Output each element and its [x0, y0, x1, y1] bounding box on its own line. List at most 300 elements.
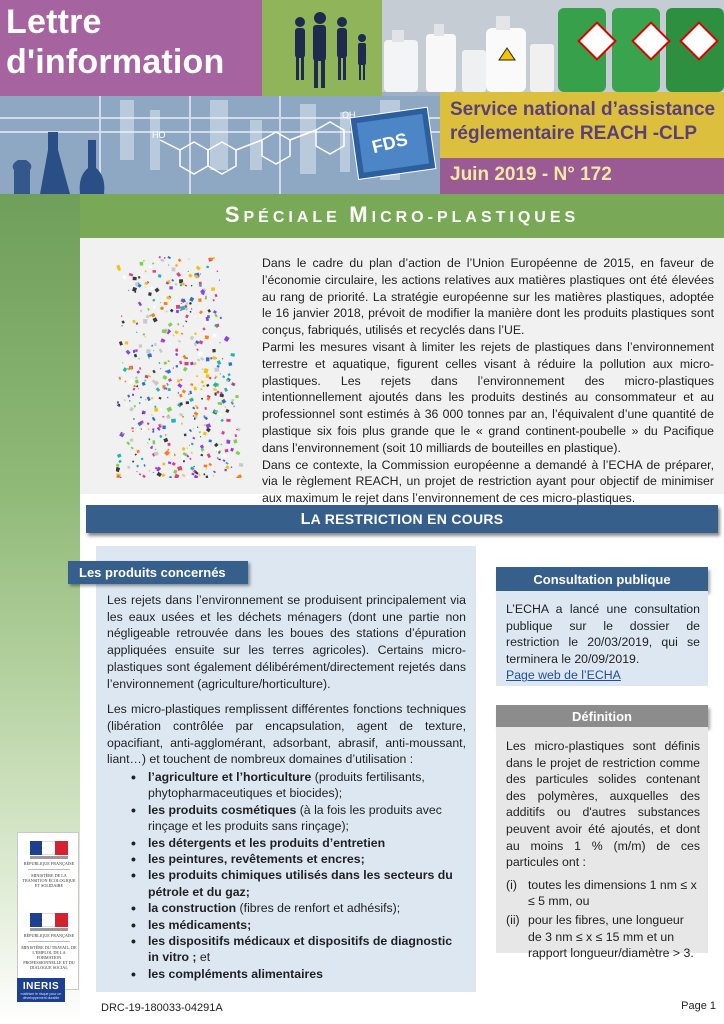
list-item — [131, 900, 466, 916]
glitter-particle — [176, 305, 180, 309]
glitter-particle — [192, 407, 195, 410]
consultation-text: L’ECHA a lancé une consultation publique sur le dossier de restriction le 20/03/2019, qui se terminera le 20/09/2019. — [506, 602, 700, 666]
glitter-particle — [200, 448, 204, 452]
definition-item — [506, 877, 700, 910]
glitter-particle — [204, 465, 208, 468]
glitter-particle — [200, 445, 204, 449]
glitter-particle — [234, 434, 237, 437]
glitter-particle — [152, 431, 154, 433]
page-number: Page 1 — [681, 1000, 716, 1012]
glitter-particle — [190, 336, 194, 340]
glitter-particle — [196, 348, 199, 351]
glitter-particle — [196, 266, 201, 271]
consultation-heading-bar — [496, 567, 708, 591]
glitter-particle — [163, 438, 168, 443]
glitter-particle — [162, 375, 167, 380]
glitter-particle — [135, 349, 138, 352]
glitter-particle — [200, 388, 202, 390]
glitter-particle — [191, 285, 193, 287]
glitter-particle — [219, 342, 221, 344]
glitter-particle — [213, 382, 218, 387]
glitter-particle — [181, 423, 182, 425]
glitter-particle — [194, 475, 198, 478]
list-item — [131, 867, 466, 900]
glitter-particle — [201, 398, 203, 400]
newsletter-title-line2: d'information — [6, 43, 225, 81]
glitter-particle — [191, 452, 193, 454]
glitter-particle — [154, 406, 156, 408]
glitter-particle — [154, 343, 156, 346]
glitter-particle — [220, 317, 222, 319]
list-item-bold: les produits cosmétiques — [148, 802, 297, 817]
glitter-particle — [181, 456, 185, 460]
glitter-particle — [210, 357, 212, 359]
glitter-particle — [226, 419, 230, 422]
glitter-particle — [169, 286, 173, 289]
glitter-particle — [153, 317, 158, 322]
sds-label: FDS — [369, 128, 410, 158]
molecule-label-oh: OH — [342, 110, 356, 120]
list-item-rest: (à la fois les produits avec rinçage et les produits sans rinçage); — [148, 802, 442, 834]
glitter-particle — [220, 373, 222, 374]
glitter-particle — [193, 428, 194, 429]
glitter-particle — [141, 458, 144, 461]
glitter-particle — [184, 362, 188, 365]
glitter-particle — [173, 368, 174, 369]
glitter-particle — [200, 436, 201, 438]
glitter-particle — [153, 306, 156, 309]
glitter-particle — [207, 309, 211, 313]
glitter-particle — [152, 370, 155, 374]
glitter-particle — [231, 399, 234, 401]
list-item-bold: les compléments alimentaires — [148, 966, 323, 981]
glitter-particle — [149, 266, 153, 269]
glitter-particle — [220, 419, 224, 423]
issue-box — [440, 158, 724, 194]
glitter-particle — [228, 445, 230, 447]
glitter-particle — [224, 469, 226, 471]
glitter-particle — [217, 360, 222, 365]
glitter-particle — [182, 389, 186, 393]
glitter-particle — [212, 299, 214, 302]
glitter-particle — [225, 462, 228, 465]
products-heading: Les produits concernés — [79, 565, 226, 580]
glitter-particle — [149, 315, 151, 317]
glitter-particle — [204, 321, 207, 325]
ministry-logos — [17, 832, 79, 990]
consultation-box — [496, 591, 708, 686]
glitter-particle — [116, 463, 120, 467]
glitter-particle — [124, 399, 126, 401]
glitter-particle — [187, 476, 190, 478]
restriction-heading-rest: A RESTRICTION EN COURS — [310, 511, 504, 527]
glitter-particle — [165, 434, 167, 436]
glitter-particle — [206, 266, 209, 269]
glitter-particle — [230, 466, 232, 468]
glitter-particle — [181, 333, 184, 335]
glitter-particle — [152, 262, 155, 265]
glitter-particle — [174, 454, 176, 457]
glitter-particle — [216, 324, 219, 327]
glitter-particle — [188, 259, 190, 261]
glitter-particle — [180, 379, 182, 381]
glitter-particle — [213, 471, 216, 474]
glitter-particle — [206, 427, 211, 432]
glitter-particle — [124, 380, 126, 382]
glitter-particle — [211, 287, 215, 290]
title-initial-m: M — [349, 202, 372, 227]
glitter-particle — [214, 443, 219, 448]
glitter-particle — [189, 458, 192, 461]
glitter-particle — [132, 460, 134, 462]
glitter-particle — [191, 473, 194, 476]
glitter-particle — [156, 472, 161, 477]
glitter-particle — [216, 355, 218, 357]
glitter-particle — [127, 395, 130, 398]
list-item-bold: les détergents et les produits d’entretien — [148, 835, 386, 850]
glitter-particle — [206, 384, 209, 387]
list-item — [131, 917, 466, 933]
glitter-particle — [162, 385, 165, 388]
glitter-particle — [197, 359, 200, 362]
glitter-particle — [121, 315, 123, 317]
glitter-particle — [160, 408, 162, 410]
glitter-particle — [159, 256, 161, 258]
intro-paragraph-2: Parmi les mesures visant à limiter les rejets de plastiques dans l’environnement terrestre et aquatique, figurent celles visant à réduire la pollution aux micro-plastiques. Les rejets dans l’environnement des micro-plastiques intentionnellement ajoutés dans les produits destinés au consommateur et au professionnel sont estimés à 36 000 tonnes par an, l’équivalent d’une quantité de plastique six fois plus grande que le « grand continent-poubelle » du Pacifique dans l’environnement (soit 10 milliards de bouteilles en plastique). — [262, 339, 714, 455]
glitter-particle — [162, 303, 164, 305]
glitter-particle — [176, 272, 181, 277]
glitter-particle — [225, 406, 226, 407]
list-item-bold: la construction — [148, 901, 237, 916]
glitter-particle — [138, 302, 142, 307]
glitter-particle — [119, 341, 123, 346]
glitter-particle — [206, 469, 207, 470]
intro-paragraph-3: Dans ce contexte, la Commission européenne a demandé à l’ECHA de préparer, via le règlement REACH, un projet de restriction ayant pour objectif de minimiser aux maximum le rejet dans l’environnement de ces micro-plastiques. — [262, 457, 714, 506]
definition-item-number: (ii) — [506, 912, 520, 927]
glitter-particle — [135, 380, 139, 384]
glitter-particle — [209, 258, 213, 261]
glitter-particle — [235, 451, 240, 456]
list-item — [131, 835, 466, 851]
glitter-particle — [150, 401, 153, 404]
glitter-particle — [169, 476, 172, 478]
glitter-particle — [214, 314, 218, 318]
glitter-particle — [208, 439, 211, 442]
glitter-particle — [173, 470, 177, 474]
special-title-band — [80, 194, 724, 238]
molecule-label-ho: HO — [152, 130, 166, 140]
glitter-particle — [225, 465, 229, 469]
glitter-particle — [126, 441, 130, 445]
title-word-microplastiques: ICRO-PLASTIQUES — [371, 209, 580, 226]
glitter-particle — [153, 472, 154, 473]
products-heading-tab — [68, 561, 248, 584]
glitter-particle — [118, 404, 120, 407]
glitter-particle — [199, 282, 202, 285]
glitter-particle — [190, 383, 193, 386]
glitter-particle — [145, 286, 146, 288]
list-item-bold: les produits chimiques utilisés dans les secteurs du pétrole et du gaz; — [148, 868, 453, 899]
intro-text — [262, 255, 714, 507]
products-paragraph-2: Les micro-plastiques remplissent différentes fonctions techniques (libération contrôlée par encapsulation, agent de texture, opacifiant, anti-agglomérant, adsorbant, abrasif, anti-moussant, liant…) et touchent de nombreux domaines d’utilisation : — [107, 702, 466, 767]
special-title — [80, 202, 724, 228]
glitter-particle — [216, 270, 218, 272]
list-item-bold: les médicaments; — [148, 917, 252, 932]
glitter-particle — [131, 446, 134, 449]
newsletter-title-box — [0, 0, 262, 96]
glitter-particle — [133, 418, 135, 420]
issue-date: Juin 2019 - N° 172 — [450, 164, 612, 185]
newsletter-title-line1: Lettre — [6, 3, 102, 41]
glitter-particle — [235, 395, 238, 398]
glitter-particle — [213, 475, 214, 476]
glitter-particle — [225, 409, 229, 413]
glitter-particle — [179, 361, 182, 365]
glitter-particle — [148, 292, 152, 296]
list-item — [131, 933, 466, 966]
document-reference: DRC-19-180033-04291A — [101, 1002, 223, 1014]
list-item-rest: et — [196, 950, 211, 965]
service-name-line1: Service national d’assistance — [450, 99, 716, 120]
glitter-particle — [175, 264, 179, 268]
glitter-particle — [178, 258, 182, 262]
glitter-particle — [189, 302, 192, 305]
glitter-particle — [133, 385, 136, 388]
restriction-heading — [86, 511, 718, 529]
glitter-particle — [134, 354, 138, 358]
glitter-particle — [143, 333, 145, 335]
glitter-particle — [134, 405, 136, 407]
glitter-particle — [136, 322, 139, 324]
ministry-labour-label: MINISTÈRE DU TRAVAIL, DE L'EMPLOI, DE LA FORMATION PROFESSIONNELLE ET DU DIALOGUE SOCIAL — [21, 945, 77, 970]
glitter-particle — [138, 388, 139, 389]
glitter-particle — [164, 302, 168, 305]
glitter-particle — [175, 283, 178, 286]
glitter-particle — [151, 414, 153, 416]
definition-item-number: (i) — [506, 877, 517, 892]
glitter-particle — [133, 277, 137, 280]
glitter-particle — [220, 394, 224, 398]
glitter-particle — [167, 443, 170, 446]
glitter-particle — [214, 367, 219, 372]
glitter-particle — [132, 394, 134, 397]
glitter-particle — [117, 405, 118, 407]
glitter-particle — [167, 360, 169, 362]
glitter-particle — [174, 474, 179, 478]
intro-section — [80, 238, 724, 506]
glitter-particle — [150, 287, 154, 291]
glitter-particle — [153, 270, 157, 272]
glitter-particle — [203, 473, 205, 475]
glitter-particle — [230, 448, 234, 452]
glitter-particle — [158, 362, 160, 364]
glitter-particle — [193, 466, 195, 468]
glitter-particle — [189, 311, 191, 313]
glitter-particle — [139, 402, 141, 404]
restriction-banner — [86, 505, 718, 533]
glitter-particle — [220, 443, 222, 445]
glitter-particle — [200, 273, 202, 275]
glitter-particle — [161, 473, 165, 477]
glitter-particle — [160, 302, 161, 303]
glitter-particle — [138, 358, 139, 359]
glitter-particle — [155, 449, 157, 451]
glitter-particle — [201, 380, 205, 384]
glitter-particle — [164, 450, 170, 456]
glitter-particle — [133, 350, 135, 353]
glitter-particle — [117, 475, 119, 477]
glitter-particle — [132, 431, 134, 433]
products-domain-list — [131, 769, 466, 982]
glitter-particle — [198, 473, 201, 476]
glitter-particle — [191, 308, 192, 310]
glitter-particle — [200, 357, 204, 361]
restriction-heading-initial: L — [300, 511, 311, 528]
glitter-particle — [222, 453, 228, 459]
glitter-particle — [168, 388, 171, 391]
glitter-particle — [147, 353, 152, 357]
list-item — [131, 769, 466, 802]
definition-item-text: toutes les dimensions 1 nm ≤ x ≤ 5 mm, ou — [528, 877, 697, 909]
glitter-particle — [176, 365, 179, 368]
glitter-particle — [160, 259, 164, 262]
glitter-particle — [186, 401, 189, 404]
glitter-particle — [143, 464, 145, 467]
glitter-particle — [213, 334, 217, 338]
glitter-particle — [159, 348, 163, 353]
glitter-particle — [214, 392, 216, 395]
glitter-particle — [166, 407, 172, 413]
glitter-particle — [203, 385, 205, 387]
echa-webpage-link[interactable]: Page web de l’ECHA — [506, 668, 621, 683]
glitter-particle — [142, 475, 146, 479]
list-item-bold: les dispositifs médicaux et dispositifs de diagnostic in vitro ; — [148, 934, 453, 965]
glitter-particle — [147, 396, 151, 401]
glitter-particle — [146, 315, 150, 319]
glitter-particle — [142, 413, 143, 414]
glitter-particle — [179, 394, 182, 398]
glitter-particle — [177, 392, 179, 394]
newsletter-title — [6, 2, 224, 82]
glitter-particle — [196, 375, 198, 377]
glitter-particle — [177, 380, 180, 383]
glitter-particle — [199, 431, 201, 433]
glitter-particle — [212, 349, 215, 353]
glitter-particle — [184, 434, 187, 437]
glitter-particle — [142, 427, 145, 431]
marianne-logo-1 — [30, 841, 68, 863]
glitter-particle — [162, 426, 165, 430]
glitter-particle — [217, 457, 219, 459]
glitter-particle — [170, 309, 174, 313]
definition-item — [506, 912, 700, 962]
glitter-particle — [171, 419, 176, 423]
glitter-particle — [165, 310, 167, 312]
glitter-particle — [154, 408, 158, 412]
glitter-particle — [151, 313, 155, 317]
glitter-particle — [119, 377, 122, 380]
glitter-particle — [194, 418, 196, 420]
glitter-particle — [121, 320, 124, 324]
glitter-particle — [158, 397, 161, 400]
glitter-particle — [154, 452, 158, 456]
glitter-particle — [166, 414, 171, 419]
glitter-particle — [127, 466, 130, 469]
glitter-particle — [203, 368, 208, 374]
microplastic-glitter-image — [116, 256, 246, 478]
glitter-particle — [200, 454, 203, 457]
glitter-particle — [156, 387, 160, 392]
glitter-particle — [172, 267, 176, 271]
glitter-particle — [116, 467, 120, 472]
glitter-particle — [128, 290, 129, 291]
glitter-particle — [202, 368, 204, 370]
glitter-particle — [147, 422, 150, 425]
glitter-particle — [135, 376, 138, 379]
glitter-particle — [144, 270, 146, 272]
glitter-particle — [166, 383, 169, 386]
glitter-particle — [172, 462, 176, 466]
republic-label-1: RÉPUBLIQUE FRANÇAISE — [23, 861, 75, 866]
glitter-particle — [187, 447, 189, 449]
glitter-particle — [153, 440, 156, 444]
glitter-particle — [137, 405, 138, 407]
glitter-particle — [197, 427, 198, 429]
glitter-particle — [143, 260, 145, 262]
glitter-particle — [185, 314, 189, 318]
glitter-particle — [212, 356, 217, 360]
ineris-tagline: maîtriser le risque pour un développement durable — [20, 992, 62, 1000]
glitter-particle — [192, 445, 193, 446]
glitter-particle — [182, 447, 186, 451]
glitter-particle — [144, 379, 146, 381]
glitter-particle — [185, 320, 187, 322]
glitter-particle — [168, 378, 172, 382]
glitter-particle — [125, 341, 129, 344]
glitter-particle — [175, 353, 178, 356]
list-item — [131, 802, 466, 835]
definition-item-text: pour les fibres, une longueur de 3 nm ≤ x ≤ 15 mm et un rapport longueur/diamètre > 3. — [528, 912, 694, 961]
glitter-particle — [199, 340, 204, 344]
glitter-particle — [140, 396, 142, 398]
glitter-particle — [162, 463, 165, 466]
glitter-particle — [217, 365, 220, 367]
glitter-particle — [215, 294, 218, 297]
glitter-particle — [129, 273, 133, 277]
glitter-particle — [216, 390, 219, 393]
glitter-particle — [128, 379, 134, 385]
glitter-particle — [136, 385, 138, 387]
glitter-particle — [223, 459, 226, 462]
glitter-particle — [222, 358, 223, 359]
glitter-particle — [136, 370, 140, 374]
service-name-box — [440, 92, 724, 158]
glitter-particle — [145, 375, 149, 379]
glitter-particle — [192, 437, 195, 440]
glitter-particle — [224, 336, 230, 342]
definition-heading: Définition — [572, 709, 632, 724]
glitter-particle — [139, 473, 141, 475]
glitter-particle — [121, 325, 123, 326]
glitter-particle — [174, 330, 178, 334]
republic-label-2: RÉPUBLIQUE FRANÇAISE — [23, 933, 75, 938]
glitter-particle — [178, 340, 181, 343]
glitter-particle — [117, 454, 122, 458]
glitter-particle — [193, 362, 196, 365]
glitter-particle — [149, 470, 150, 471]
glitter-particle — [231, 353, 235, 357]
glitter-particle — [136, 332, 137, 334]
